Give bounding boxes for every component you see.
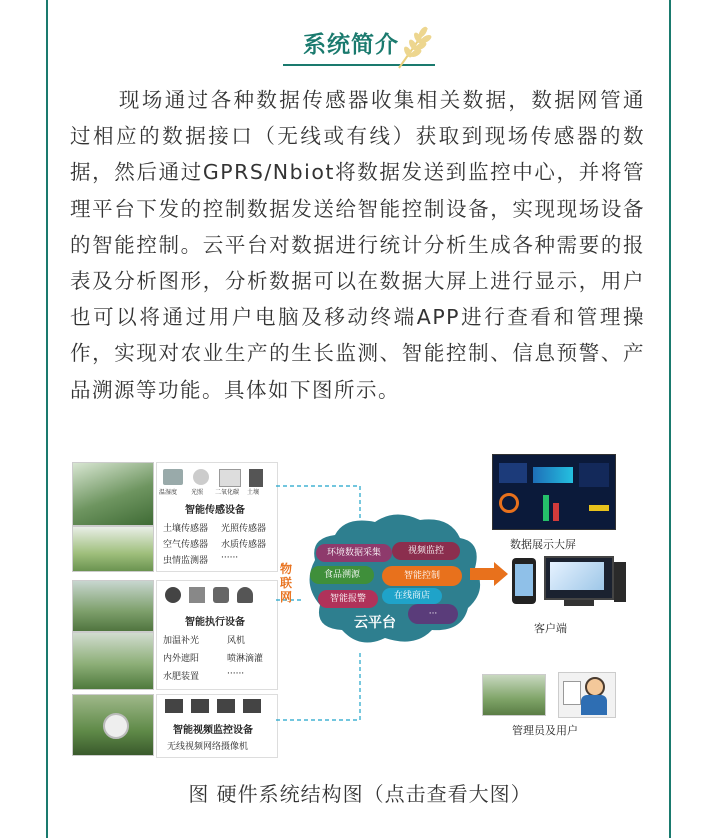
desktop-computer [544, 556, 614, 600]
dashboard-label: 数据展示大屏 [510, 538, 576, 551]
video-panel-heading: 智能视频监控设备 [173, 725, 253, 736]
cloud-service-env-data[interactable]: 环境数据采集 [316, 544, 392, 562]
sensor-item-more: ······ [221, 553, 239, 563]
dashboard-screen [492, 454, 616, 530]
client-label: 客户端 [534, 622, 567, 635]
actuator-item-fan: 风机 [227, 636, 246, 646]
cloud-service-video[interactable]: 视频监控 [392, 542, 460, 560]
sensor-item-water: 水质传感器 [221, 540, 267, 550]
actuator-item-irrigation: 喷淋滴灌 [227, 654, 264, 664]
mobile-phone [512, 558, 536, 604]
actuator-item-more: ······ [227, 669, 245, 679]
computer-base [564, 600, 594, 606]
actuator-item-fertilizer: 水肥装置 [163, 672, 200, 682]
sensor-icon-label-soil: 土壤 [247, 489, 260, 496]
cloud-service-control[interactable]: 智能控制 [382, 566, 462, 586]
frame-left-border [46, 0, 48, 838]
intro-paragraph [70, 82, 645, 408]
sensor-item-air: 空气传感器 [163, 540, 209, 550]
cloud-service-store[interactable]: 在线商店 [382, 588, 442, 604]
sensor-icon-label-temp: 温湿度 [159, 489, 178, 496]
computer-tower [614, 562, 626, 602]
sensor-item-insect: 虫情监测器 [163, 556, 209, 566]
sensor-icon-label-co2: 二氧化碳 [215, 489, 240, 496]
sensor-item-soil: 土壤传感器 [163, 524, 209, 534]
admin-avatar [558, 672, 616, 718]
sensor-item-light: 光照传感器 [221, 524, 267, 534]
actuator-item-shade: 内外遮阳 [163, 654, 200, 664]
cloud-service-alarm[interactable]: 智能报警 [318, 590, 378, 608]
cloud-service-more: ··· [408, 604, 458, 624]
intro-text: 现场通过各种数据传感器收集相关数据，数据网管通过相应的数据接口（无线或有线）获取到现场传感器的数据，然后通过GPRS/Nbiot将数据发送到监控中心，并将管理平台下发的控制数据发送给智能控制设备，实现现场设备的智能控制。云平台对数据进行统计分析生成各种需要的报表及分析图形，分析数据可以在数据大屏上进行显示，用户也可以将通过用户电脑及移动终端APP进行查看和管理操作，实现对农业生产的生长监测、智能控制、信息预警、产品溯源等功能。具体如下图所示。 [70, 88, 645, 402]
figure-caption[interactable]: 图 硬件系统结构图（点击查看大图） [188, 782, 532, 806]
actuator-item-heating: 加温补光 [163, 636, 200, 646]
hardware-architecture-diagram[interactable] [70, 450, 650, 765]
admin-label: 管理员及用户 [512, 724, 578, 737]
sensor-icon-label-light: 光照 [191, 489, 204, 496]
frame-right-border [669, 0, 671, 838]
admin-photo [482, 674, 546, 716]
iot-label: 物联网 [280, 562, 293, 604]
cloud-name: 云平台 [354, 615, 396, 631]
sensor-panel-heading: 智能传感设备 [185, 505, 245, 516]
video-item-camera: 无线视频网络摄像机 [167, 742, 249, 752]
cloud-service-traceability[interactable]: 食品溯源 [310, 566, 374, 584]
actuator-panel-heading: 智能执行设备 [185, 617, 245, 628]
section-header [283, 20, 435, 68]
section-title: 系统简介 [303, 32, 399, 58]
wheat-icon [395, 22, 435, 70]
